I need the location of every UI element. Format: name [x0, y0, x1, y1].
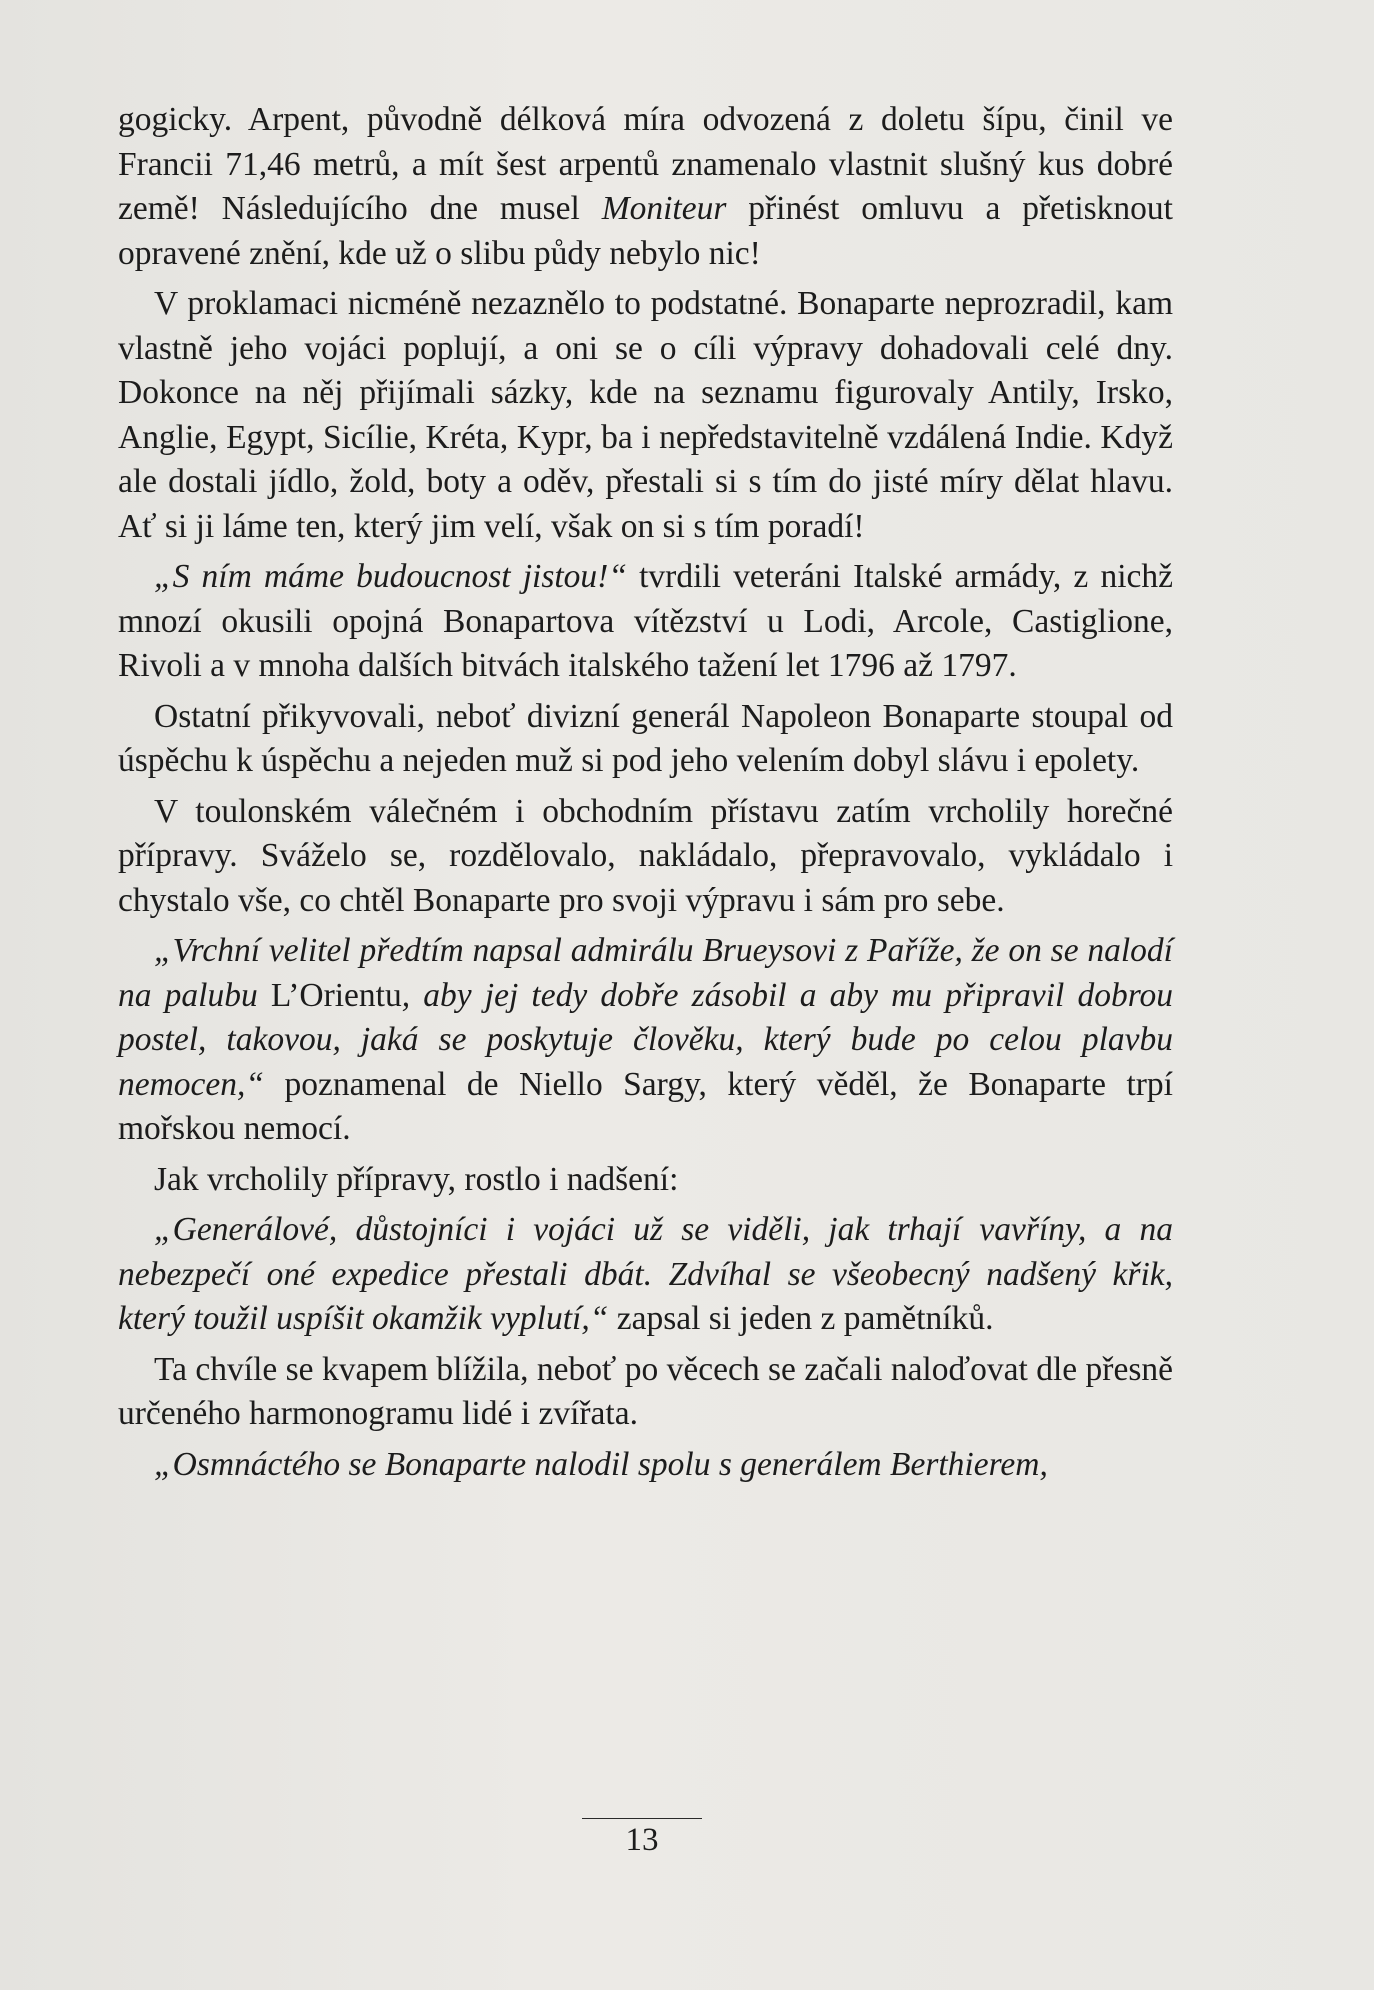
text-run: Ta chvíle se kvapem blížila, neboť po věcech se začali naloďovat dle přesně určeného harmonogramu lidé i zvířata.: [118, 1350, 1173, 1432]
paragraph: [118, 282, 1173, 549]
text-run: L’Orientu: [270, 976, 402, 1014]
paragraph: [118, 790, 1173, 924]
paragraph: [118, 1208, 1173, 1342]
text-run: Ostatní přikyvovali, neboť divizní generál Napoleon Bonaparte stoupal od úspěchu k úspěchu a nejeden muž si pod jeho velením dobyl slávu i epolety.: [118, 697, 1173, 779]
text-run: V proklamaci nicméně nezaznělo to podstatné. Bonaparte neprozradil, kam vlastně jeho vojáci poplují, a oni se o cíli výpravy dohadovali celé dny. Dokonce na něj přijímali sázky, kde na seznamu figurovaly Antily, Irsko, Anglie, Egypt, Sicílie, Kréta, Kypr, ba i nepředstavitelně vzdálená Indie. Když ale dostali jídlo, žold, boty a oděv, přestali si s tím do jisté míry dělat hlavu. Ať si ji láme ten, který jim velí, však on si s tím poradí!: [118, 285, 1173, 545]
italic-run: Moniteur: [601, 190, 727, 227]
italic-run: „Generálové, důstojníci i vojáci už se viděli, jak trhají vavříny, a na nebezpečí oné expedice přestali dbát. Zdvíhal se všeobecný nadšený křik, který toužil uspíšit okamžik vyplutí,“: [118, 1211, 1173, 1337]
body-text: [118, 98, 1173, 1487]
paragraph: [118, 695, 1173, 784]
italic-run: „Osmnáctého se Bonaparte nalodil spolu s generálem Berthierem,: [154, 1445, 1048, 1483]
paragraph: [118, 555, 1173, 689]
italic-run: , aby jej tedy dobře zásobil a aby mu připravil dobrou postel, takovou, jaká se poskytuje člověku, který bude po celou plavbu nemocen,“: [118, 976, 1173, 1103]
text-run: poznamenal de Niello Sargy, který věděl, že Bonaparte trpí mořskou nemocí.: [118, 1065, 1173, 1147]
text-run: gogicky. Arpent, původně délková míra odvozená z doletu šípu, činil ve Francii 71,46 metrů, a mít šest arpentů znamenalo vlastnit slušný kus dobré země! Následujícího dne musel: [118, 101, 1173, 227]
text-run: tvrdili veteráni Italské armády, z nichž mnozí okusili opojná Bonapartova vítězství u Lodi, Arcole, Castiglione, Rivoli a v mnoha dalších bitvách italského tažení let 1796 až 1797.: [118, 558, 1173, 684]
paragraph: [118, 98, 1173, 276]
text-run: Jak vrcholily přípravy, rostlo i nadšení:: [154, 1160, 679, 1198]
text-run: V toulonském válečném i obchodním přístavu zatím vrcholily horečné přípravy. Sváželo se, rozdělovalo, nakládalo, přepravovalo, vykládalo i chystalo vše, co chtěl Bonaparte pro svoji výpravu i sám pro sebe.: [118, 792, 1173, 919]
italic-run: „S ním máme budoucnost jistou!“: [154, 558, 627, 595]
paragraph: [118, 929, 1173, 1152]
text-run: zapsal si jeden z pamětníků.: [608, 1300, 994, 1337]
page-number: 13: [625, 1822, 659, 1858]
paragraph: [118, 1443, 1173, 1488]
paragraph: [118, 1348, 1173, 1437]
page-number-rule: [582, 1818, 702, 1819]
text-run: přinést omluvu a přetisknout opravené znění, kde už o slibu půdy nebylo nic!: [118, 190, 1173, 272]
paragraph: [118, 1158, 1173, 1203]
italic-run: „Vrchní velitel předtím napsal admirálu Brueysovi z Paříže, že on se nalodí na palubu: [118, 932, 1173, 1014]
